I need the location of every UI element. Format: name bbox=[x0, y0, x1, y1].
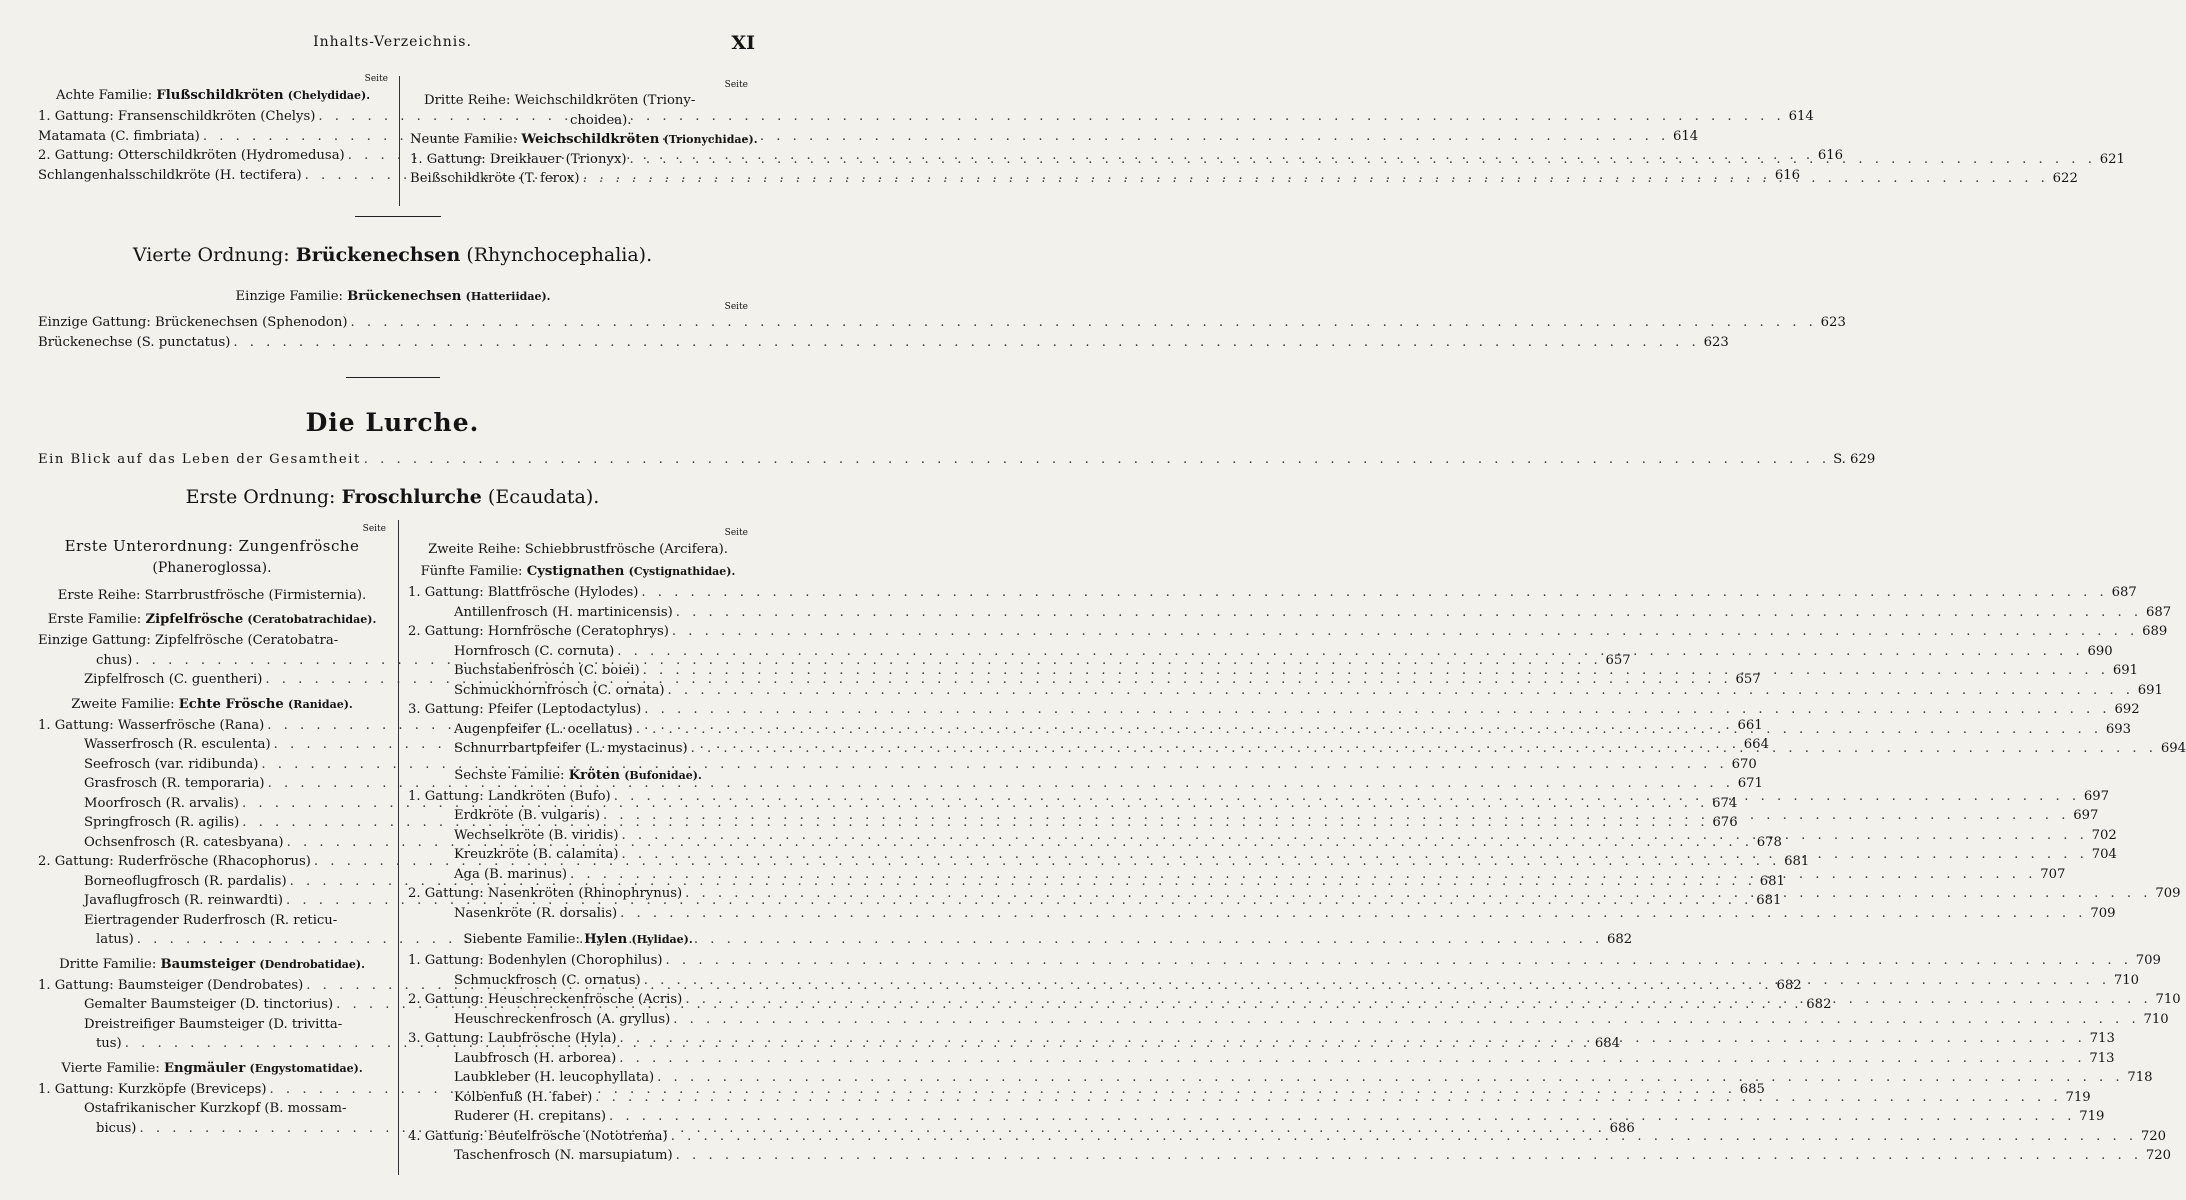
entry-title: Einzige Gattung: Zipfelfrösche (Ceratobatra- bbox=[38, 633, 339, 648]
entry-page: 719 bbox=[2065, 1089, 2091, 1105]
toc-entry bbox=[408, 1049, 2115, 1069]
running-title: Inhalts-Verzeichnis. bbox=[313, 34, 472, 50]
family-heading: Achte Familie: Flußschildkröten (Chelydidae). bbox=[55, 88, 371, 103]
entry-title: 4. Gattung: Beutelfrösche (Nototrema) bbox=[408, 1128, 668, 1144]
entry-title: Ostafrikanischer Kurzkopf (B. mossam- bbox=[84, 1101, 347, 1116]
entry-title: 1. Gattung: Landkröten (Bufo) bbox=[408, 788, 611, 804]
entry-title: Zipfelfrosch (C. guentheri) bbox=[84, 672, 263, 687]
leader-dots bbox=[622, 845, 2088, 865]
entry-title: Aga (B. marinus) bbox=[454, 866, 568, 882]
entry-title: Heuschreckenfrosch (A. gryllus) bbox=[454, 1011, 671, 1027]
toc-entry bbox=[408, 1010, 2169, 1030]
leader-dots bbox=[643, 661, 2109, 681]
entry-title: 1. Gattung: Blattfrösche (Hylodes) bbox=[408, 585, 639, 600]
entry-page: 690 bbox=[2087, 643, 2113, 659]
entry-title: Springfrosch (R. agilis) bbox=[84, 815, 240, 830]
entry-title: Laubfrosch (H. arborea) bbox=[454, 1050, 617, 1066]
entry-title: Moorfrosch (R. arvalis) bbox=[84, 795, 239, 811]
order-heading: Erste Ordnung: Froschlurche (Ecaudata). bbox=[185, 486, 600, 508]
toc-entry bbox=[408, 700, 2140, 720]
entry-page: 691 bbox=[2137, 682, 2163, 698]
suborder-heading: Erste Unterordnung: Zungenfrösche bbox=[64, 537, 360, 555]
entry-page: 709 bbox=[2155, 886, 2181, 901]
entry-page: 694 bbox=[2160, 741, 2186, 756]
section-rule bbox=[355, 216, 441, 217]
entry-title: 2. Gattung: Nasenkröten (Rhinophrynus) bbox=[408, 886, 683, 901]
entry-page: 718 bbox=[2127, 1070, 2153, 1085]
toc-entry bbox=[408, 951, 2161, 971]
entry-page: 614 bbox=[1788, 109, 1814, 124]
entry-page: 623 bbox=[1703, 334, 1729, 350]
entry-title: Einzige Gattung: Brückenechsen (Sphenodon) bbox=[38, 315, 348, 330]
entry-page: 623 bbox=[1820, 315, 1846, 330]
leader-dots bbox=[617, 642, 2083, 662]
section-title: Die Lurche. bbox=[305, 408, 480, 437]
entry-title: Gemalter Baumsteiger (D. tinctorius) bbox=[84, 997, 334, 1012]
toc-entry bbox=[38, 1099, 386, 1119]
entry-page: 713 bbox=[2089, 1050, 2115, 1066]
entry-page: 710 bbox=[2113, 972, 2140, 988]
entry-title: latus) bbox=[96, 932, 134, 947]
entry-page: 670 bbox=[1731, 756, 1757, 772]
entry-page: 678 bbox=[1756, 834, 1782, 850]
entry-title: Erdkröte (B. vulgaris) bbox=[454, 808, 601, 823]
entry-page: 709 bbox=[2135, 953, 2161, 968]
family-heading: Fünfte Familie: Cystignathen (Cystignathidae). bbox=[420, 564, 736, 579]
entry-title: Brückenechse (S. punctatus) bbox=[38, 334, 231, 350]
seite-label: Seite bbox=[364, 74, 388, 84]
leader-dots bbox=[666, 951, 2132, 971]
leader-dots bbox=[641, 583, 2107, 603]
entry-page: 689 bbox=[2142, 624, 2168, 639]
entry-title: 3. Gattung: Laubfrösche (Hyla) bbox=[408, 1031, 617, 1046]
leader-dots bbox=[685, 990, 2151, 1010]
entry-page: 657 bbox=[1605, 652, 1631, 668]
entry-page: 697 bbox=[2073, 808, 2099, 823]
entry-page: 713 bbox=[2089, 1031, 2115, 1046]
toc-entry bbox=[38, 333, 1729, 353]
entry-title: Schlangenhalsschildkröte (H. tectifera) bbox=[38, 167, 302, 183]
toc-entry bbox=[408, 603, 2172, 623]
entry-page: 710 bbox=[2155, 992, 2181, 1007]
suborder-heading-cont: (Phaneroglossa). bbox=[152, 560, 272, 576]
toc-entry bbox=[408, 1146, 2172, 1166]
entry-title: Matamata (C. fimbriata) bbox=[38, 128, 200, 144]
entry-page: 709 bbox=[2090, 905, 2116, 921]
entry-page: 682 bbox=[1606, 932, 1633, 947]
seite-label: Seite bbox=[724, 80, 748, 90]
entry-page: 687 bbox=[2145, 604, 2172, 620]
entry-page: 693 bbox=[2105, 721, 2132, 737]
entry-page: 686 bbox=[1609, 1120, 1635, 1136]
entry-page: 702 bbox=[2091, 827, 2117, 843]
entry-title: Wasserfrosch (R. esculenta) bbox=[84, 737, 271, 752]
entry-title: Augenpfeifer (L. ocellatus) bbox=[454, 721, 633, 737]
leader-dots bbox=[619, 1049, 2085, 1069]
leader-dots bbox=[350, 313, 1816, 333]
entry-title: Schmuckfrosch (C. ornatus) bbox=[454, 972, 641, 988]
entry-title: Nasenkröte (R. dorsalis) bbox=[454, 905, 618, 921]
entry-title: Eiertragender Ruderfrosch (R. reticu- bbox=[84, 912, 338, 928]
entry-page: 676 bbox=[1712, 815, 1738, 830]
entry-title: 2. Gattung: Heuschreckenfrösche (Acris) bbox=[408, 992, 683, 1007]
entry-title: 1. Gattung: Wasserfrösche (Rana) bbox=[38, 717, 265, 733]
entry-page: 704 bbox=[2091, 847, 2117, 862]
family-heading: Vierte Familie: Engmäuler (Engystomatidae). bbox=[61, 1060, 363, 1076]
leader-dots bbox=[672, 622, 2138, 642]
entry-page: 664 bbox=[1743, 737, 1769, 752]
entry-title: Javaflugfrosch (R. reinwardti) bbox=[84, 893, 283, 908]
entry-title: 1. Gattung: Dreiklauer (Trionyx) bbox=[410, 151, 627, 167]
toc-entry bbox=[408, 1068, 2153, 1088]
entry-page: 719 bbox=[2079, 1109, 2105, 1124]
toc-entry bbox=[408, 681, 2163, 701]
leader-dots bbox=[644, 700, 2110, 720]
leader-dots bbox=[614, 787, 2080, 807]
leader-dots bbox=[657, 1068, 2123, 1088]
leader-dots bbox=[671, 1127, 2137, 1147]
toc-entry bbox=[38, 1015, 386, 1035]
entry-page: 622 bbox=[2052, 171, 2078, 186]
entry-page: 720 bbox=[2145, 1148, 2172, 1163]
entry-title: 1. Gattung: Fransenschildkröten (Chelys) bbox=[38, 109, 316, 124]
seite-label: Seite bbox=[724, 302, 748, 312]
entry-page: 657 bbox=[1735, 672, 1761, 687]
toc-entry bbox=[38, 313, 1846, 333]
entry-page: 682 bbox=[1776, 977, 1802, 993]
leader-dots bbox=[582, 169, 2048, 189]
leader-dots bbox=[595, 1088, 2061, 1108]
entry-title: 3. Gattung: Pfeifer (Leptodactylus) bbox=[408, 702, 642, 717]
entry-title: Borneoflugfrosch (R. pardalis) bbox=[84, 873, 287, 889]
entry-title: 2. Gattung: Ruderfrösche (Rhacophorus) bbox=[38, 854, 311, 869]
family-heading: Erste Familie: Zipfelfrösche (Ceratobatrachidae). bbox=[47, 612, 377, 627]
entry-title: Grasfrosch (R. temporaria) bbox=[84, 776, 265, 791]
series-heading: Dritte Reihe: Weichschildkröten (Triony- bbox=[424, 93, 696, 108]
leader-dots bbox=[685, 884, 2151, 904]
entry-page: 616 bbox=[1774, 167, 1801, 183]
entry-page: 720 bbox=[2140, 1128, 2167, 1144]
toc-entry bbox=[38, 631, 386, 651]
entry-title: Seefrosch (var. ridibunda) bbox=[84, 756, 259, 772]
entry-title: chus) bbox=[96, 652, 133, 668]
entry-title: Beißschildkröte (T. ferox) bbox=[410, 171, 580, 186]
family-heading: Sechste Familie: Kröten (Bufonidae). bbox=[454, 767, 702, 783]
entry-title: Kreuzkröte (B. calamita) bbox=[454, 847, 619, 862]
entry-title: 1. Gattung: Bodenhylen (Chorophilus) bbox=[408, 953, 663, 968]
leader-dots bbox=[570, 865, 2036, 885]
series-heading: Zweite Reihe: Schiebbrustfrösche (Arcifera). bbox=[428, 542, 728, 557]
toc-entry bbox=[408, 904, 2116, 924]
leader-dots bbox=[609, 1107, 2075, 1127]
family-heading: Zweite Familie: Echte Frösche (Ranidae). bbox=[71, 696, 353, 712]
leader-dots bbox=[636, 720, 2102, 740]
leader-dots bbox=[603, 806, 2069, 826]
overview-entry: Ein Blick auf das Leben der Gesamtheit . . . S. 629 bbox=[38, 450, 748, 470]
entry-list bbox=[38, 313, 1846, 352]
entry-page: 661 bbox=[1737, 717, 1763, 733]
entry-title: Taschenfrosch (N. marsupiatum) bbox=[454, 1148, 673, 1163]
family-heading: Siebente Familie: Hylen (Hylidae). bbox=[463, 932, 693, 947]
column-divider bbox=[398, 520, 399, 1175]
entry-title: Schmuckhornfrosch (C. ornata) bbox=[454, 682, 665, 698]
entry-page: 681 bbox=[1759, 873, 1785, 889]
entry-page: 681 bbox=[1756, 893, 1782, 908]
entry-title: 2. Gattung: Otterschildkröten (Hydromedusa) bbox=[38, 148, 345, 163]
leader-dots bbox=[137, 930, 1603, 950]
toc-entry bbox=[408, 1107, 2105, 1127]
leader-dots bbox=[233, 333, 1699, 353]
family-heading: Dritte Familie: Baumsteiger (Dendrobatidae). bbox=[59, 956, 365, 972]
entry-page: 674 bbox=[1712, 795, 1738, 811]
entry-title: Schnurrbartpfeifer (L. mystacinus) bbox=[454, 741, 688, 756]
leader-dots bbox=[630, 150, 2096, 170]
entry-title: Ochsenfrosch (R. catesbyana) bbox=[84, 834, 284, 850]
entry-title: 1. Gattung: Kurzköpfe (Breviceps) bbox=[38, 1081, 267, 1097]
entry-page: 691 bbox=[2112, 663, 2138, 678]
leader-dots bbox=[691, 739, 2157, 759]
leader-dots bbox=[673, 1010, 2139, 1030]
entry-page: 671 bbox=[1737, 776, 1763, 791]
toc-entry bbox=[408, 583, 2137, 603]
leader-dots bbox=[644, 971, 2110, 991]
page-header bbox=[0, 34, 785, 56]
entry-title: tus) bbox=[96, 1036, 122, 1051]
entry-page: 682 bbox=[1806, 997, 1832, 1012]
entry-page: 621 bbox=[2099, 151, 2125, 167]
entry-page: 692 bbox=[2114, 702, 2140, 717]
entry-title: Buchstabenfrosch (C. boiei) bbox=[454, 663, 640, 678]
entry-title: Wechselkröte (B. viridis) bbox=[454, 827, 619, 843]
entry-page: 614 bbox=[1673, 128, 1699, 144]
entry-page: 710 bbox=[2143, 1011, 2169, 1027]
leader-dots bbox=[676, 603, 2142, 623]
entry-page: 616 bbox=[1817, 148, 1844, 163]
series-heading-cont: choidea). bbox=[570, 112, 632, 128]
entry-title: Laubkleber (H. leucophyllata) bbox=[454, 1070, 655, 1085]
seite-label: Seite bbox=[724, 528, 748, 538]
series-heading: Erste Reihe: Starrbrustfrösche (Firmisternia). bbox=[57, 588, 367, 603]
page-number: XI bbox=[731, 32, 755, 54]
entry-page: 687 bbox=[2111, 585, 2137, 600]
order4-block bbox=[38, 286, 1846, 352]
family-heading: Einzige Familie: Brückenechsen (Hatteriidae). bbox=[235, 289, 551, 304]
toc-entry bbox=[408, 622, 2168, 642]
leader-dots bbox=[619, 1029, 2085, 1049]
toc-entry bbox=[38, 911, 386, 931]
entry-title: Kolbenfuß (H. faber) bbox=[454, 1089, 593, 1105]
order-heading: Vierte Ordnung: Brückenechsen (Rhynchocephalia). bbox=[132, 244, 653, 266]
entry-page: 681 bbox=[1784, 854, 1810, 869]
entry-title: Ruderer (H. crepitans) bbox=[454, 1109, 607, 1124]
leader-dots bbox=[668, 681, 2134, 701]
seite-label: Seite bbox=[362, 524, 386, 534]
column-divider bbox=[399, 76, 400, 206]
entry-title: 1. Gattung: Baumsteiger (Dendrobates) bbox=[38, 977, 304, 993]
leader-dots bbox=[621, 826, 2087, 846]
entry-title: Antillenfrosch (H. martinicensis) bbox=[454, 604, 673, 620]
family-heading: Neunte Familie: Weichschildkröten (Trionychidae). bbox=[410, 132, 758, 147]
leader-dots bbox=[620, 904, 2086, 924]
entry-title: Hornfrosch (C. cornuta) bbox=[454, 643, 615, 659]
section-rule bbox=[346, 377, 440, 378]
entry-page: 685 bbox=[1739, 1081, 1765, 1097]
entry-title: Dreistreifiger Baumsteiger (D. trivitta- bbox=[84, 1016, 343, 1032]
entry-title: bicus) bbox=[96, 1120, 137, 1136]
entry-page: 707 bbox=[2040, 866, 2066, 882]
entry-page: 697 bbox=[2083, 788, 2110, 804]
leader-dots bbox=[676, 1146, 2142, 1166]
entry-title: 2. Gattung: Hornfrösche (Ceratophrys) bbox=[408, 624, 669, 639]
entry-page: 684 bbox=[1594, 1036, 1621, 1051]
